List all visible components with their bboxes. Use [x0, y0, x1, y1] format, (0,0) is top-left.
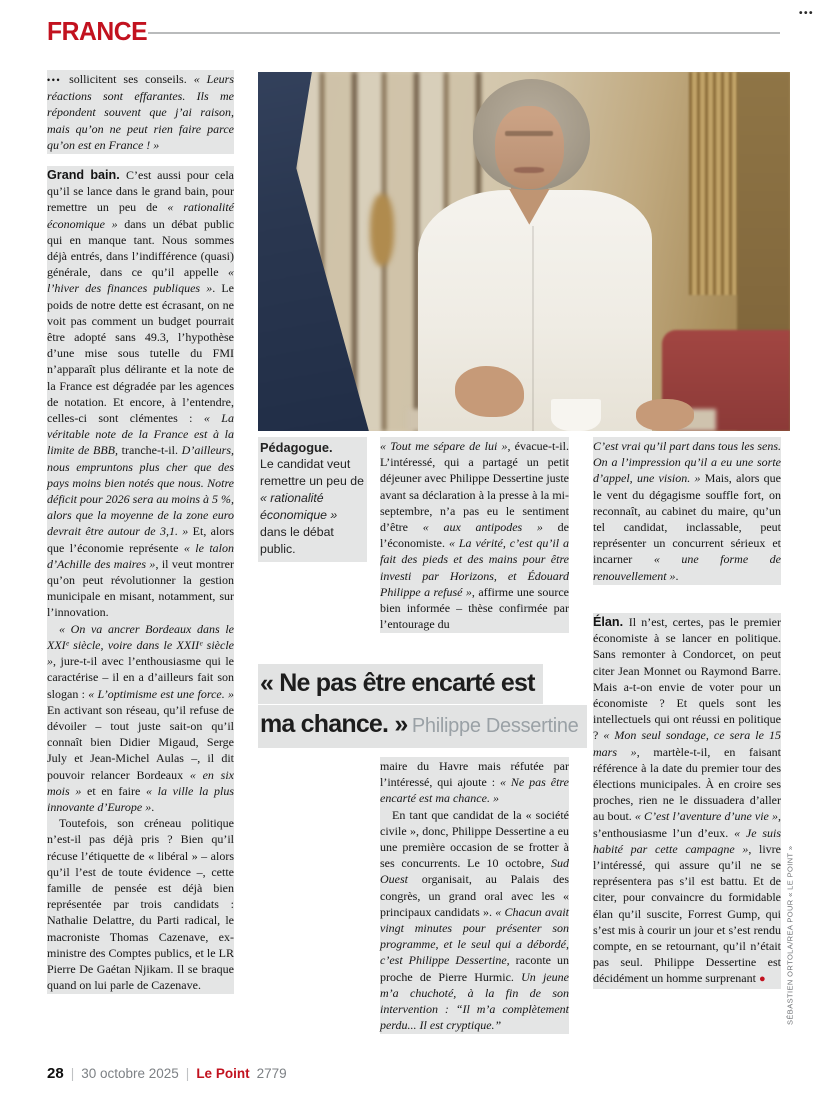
paragraph: Élan. Il n’est, certes, pas le premier économiste à se lancer en politique. Sans remonter à Condorcet, on peut citer Jean Monnet ou Raymond Barre. Mais a-t-on envie de voter pour un économiste ? Et quels sont les intellectuels qui ont réussi en politique ? « Mon seul sondage, ce sera le 15 mars », martèle-t-il, en faisant référence à la date du premier tour des élections municipales. À en croire ses proches, rien ne le dissuadera d’aller au bout. « C’est l’aventure d’une vie », s’enthousiasme l’un d’eux. « Je suis habité par cette campagne », livre l’intéressé, qui assure qu’il ne se représentera pas s’il est battu. Et de citer, pour convaincre du formidable élan qu’il suscite, Forrest Gump, qui s’est mis à courir un jour et s’est rendu compte, en se retournant, qu’il n’était pas seul. Philippe Dessertine est décidément un homme surprenant ● — [593, 615, 782, 986]
paragraph: maire du Havre mais réfutée par l’intéressé, qui ajoute : « Ne pas être encarté est ma chance. » — [380, 759, 569, 806]
intro-paragraph — [47, 70, 234, 154]
page-footer — [47, 1065, 287, 1082]
photo-coffee-cup — [551, 399, 602, 431]
header-rule — [148, 32, 780, 34]
paragraph: C’est vrai qu’il part dans tous les sens. On a l’impression qu’il a eu une sorte d’appel, une vision. » Mais, alors que le vent du dégagisme souffle fort, on reconnaît, au cabinet du maire, qu’un tel candidat, inclassable, peut représenter un concurrent sérieux et incarner « une forme de renouvellement ». — [593, 439, 781, 583]
footer-issue: 2779 — [256, 1066, 287, 1081]
page-number: 28 — [47, 1065, 64, 1082]
column-right-lower — [593, 613, 781, 989]
photo-person-shirt — [418, 190, 652, 431]
column-middle-upper — [380, 437, 569, 633]
caption-lead: Pédagogue. — [260, 440, 333, 455]
photo-person-brow — [505, 131, 553, 135]
footer-brand: Le Point — [196, 1066, 250, 1081]
footer-date: 30 octobre 2025 — [81, 1066, 179, 1081]
photo-person-face — [495, 106, 564, 189]
pull-quote-line1: « Ne pas être encarté est — [258, 664, 543, 704]
pull-quote-line2: ma chance. » Philippe Dessertine — [258, 705, 587, 748]
photo-shirt-placket — [532, 226, 534, 431]
photo-person-hand — [455, 366, 524, 416]
paragraph: Toutefois, son créneau politique n’est-il pas déjà pris ? Bien qu’il récuse l’étiquette de « libéral » – alors qu’il l’est de toute évidence –, cette famille de pensée est déjà bien représentée par trois candidats : Nathalie Delattre, du Parti radical, le macroniste Thomas Cazenave, ex-ministre des Comptes publics, et le LR Pierre De Gaétan Njikam. Il se braque quand on lui parle de Cazenave. — [47, 816, 234, 993]
photo-person-hand-right — [636, 399, 695, 431]
photo-person-mouth — [514, 167, 543, 173]
paragraph: En tant que candidat de la « société civile », donc, Philippe Dessertine a eu une première occasion de se frotter à ses concurrents. Le 10 octobre, Sud Ouest organisait, au Palais des congrès, un grand oral avec les « principaux candidats ». « Chacun avait vingt minutes pour présenter son programme, et le seul qui a débordé, c’est Philippe Dessertine, raconte un proche de Pierre Hurmic. Un jeune m’a chuchoté, à la fin de son intervention : “Il m’a complètement perdu... Il est cryptique.” — [380, 807, 570, 1033]
photo-credit: SÉBASTIEN ORTOLA/REA POUR « LE POINT » — [785, 845, 795, 1025]
pull-quote — [258, 664, 603, 748]
footer-separator: | — [70, 1066, 75, 1081]
paragraph: ••• sollicitent ses conseils. « Leurs réactions sont effarantes. Ils me répondent souvent que j’ai raison, mais qu’on ne peut rien faire parce qu’on est en France ! » — [47, 72, 235, 152]
photo-brass-object — [370, 194, 394, 266]
article-photo — [258, 72, 790, 431]
footer-separator: | — [185, 1066, 190, 1081]
section-title: FRANCE — [47, 16, 148, 46]
column-right-upper — [593, 437, 781, 585]
paragraph: Grand bain. C’est aussi pour cela qu’il se lance dans le grand bain, pour remettre un peu de « rationalité économique » dans un débat public qui en manque tant. Nous sommes déjà entrés, dans l’indifférence (quasi) générale, dans ce qu’il appelle « l’hiver des finances publiques ». Le poids de notre dette est écrasant, on ne voit pas comment un budget pourrait être adopté sans 49.3, l’hypothèse d’une mise sous tutelle du FMI n’apparaît plus délirante et la note de la France est dégradée par les agences de notation. Et encore, à l’entendre, celles-ci sont clémentes : « La véritable note de la France est à la limite de BBB, tranche-t-il. D’ailleurs, nous empruntons plus cher que des pays moins bien notés que nous. Notre déficit pour 2026 sera au moins à 5 %, alors que la moyenne de la zone euro devrait être autour de 3,1. » Et, alors que l’économie représente « le talon d’Achille des maires », il veut montrer qu’on peut révolutionner la gestion municipale en misant, notamment, sur l’innovation. — [47, 168, 234, 620]
column-middle-lower — [380, 757, 569, 1034]
caption-text: Le candidat veut remettre un peu de « rationalité économique » dans le débat public. — [260, 457, 364, 556]
column-left — [47, 166, 234, 994]
photo-caption — [258, 437, 367, 562]
continuation-dots-icon: ••• — [799, 8, 815, 19]
paragraph: « Tout me sépare de lui », évacue-t-il. L’intéressé, qui a partagé un petit déjeuner avec Philippe Dessertine juste avant sa déclaration à la presse à la mi-septembre, n’a pas eu le sentiment d’être « aux antipodes » de l’économiste. « La vérité, c’est qu’il a fait des pieds et des mains pour être investi par Horizons, et Édouard Philippe a refusé », affirme une source bien informée – thèse confirmée par l’entourage du — [380, 439, 569, 632]
photo-pilaster — [689, 72, 742, 295]
paragraph: « On va ancrer Bordeaux dans le XXIᵉ siècle, voire dans le XXIIᵉ siècle », jure-t-il avec l’enthousiasme qui le caractérise – il en a d’ailleurs fait son slogan : « L’optimisme est une force. » En activant son réseau, qu’il refuse de dévoiler – tout juste sait-on qu’il connaît bien Didier Migaud, Serge July et Jean-Michel Aulas –, il dit pouvoir relancer Bordeaux « en six mois » et en faire « la ville la plus innovante d’Europe ». — [47, 621, 235, 814]
pull-quote-author: Philippe Dessertine — [411, 715, 579, 737]
